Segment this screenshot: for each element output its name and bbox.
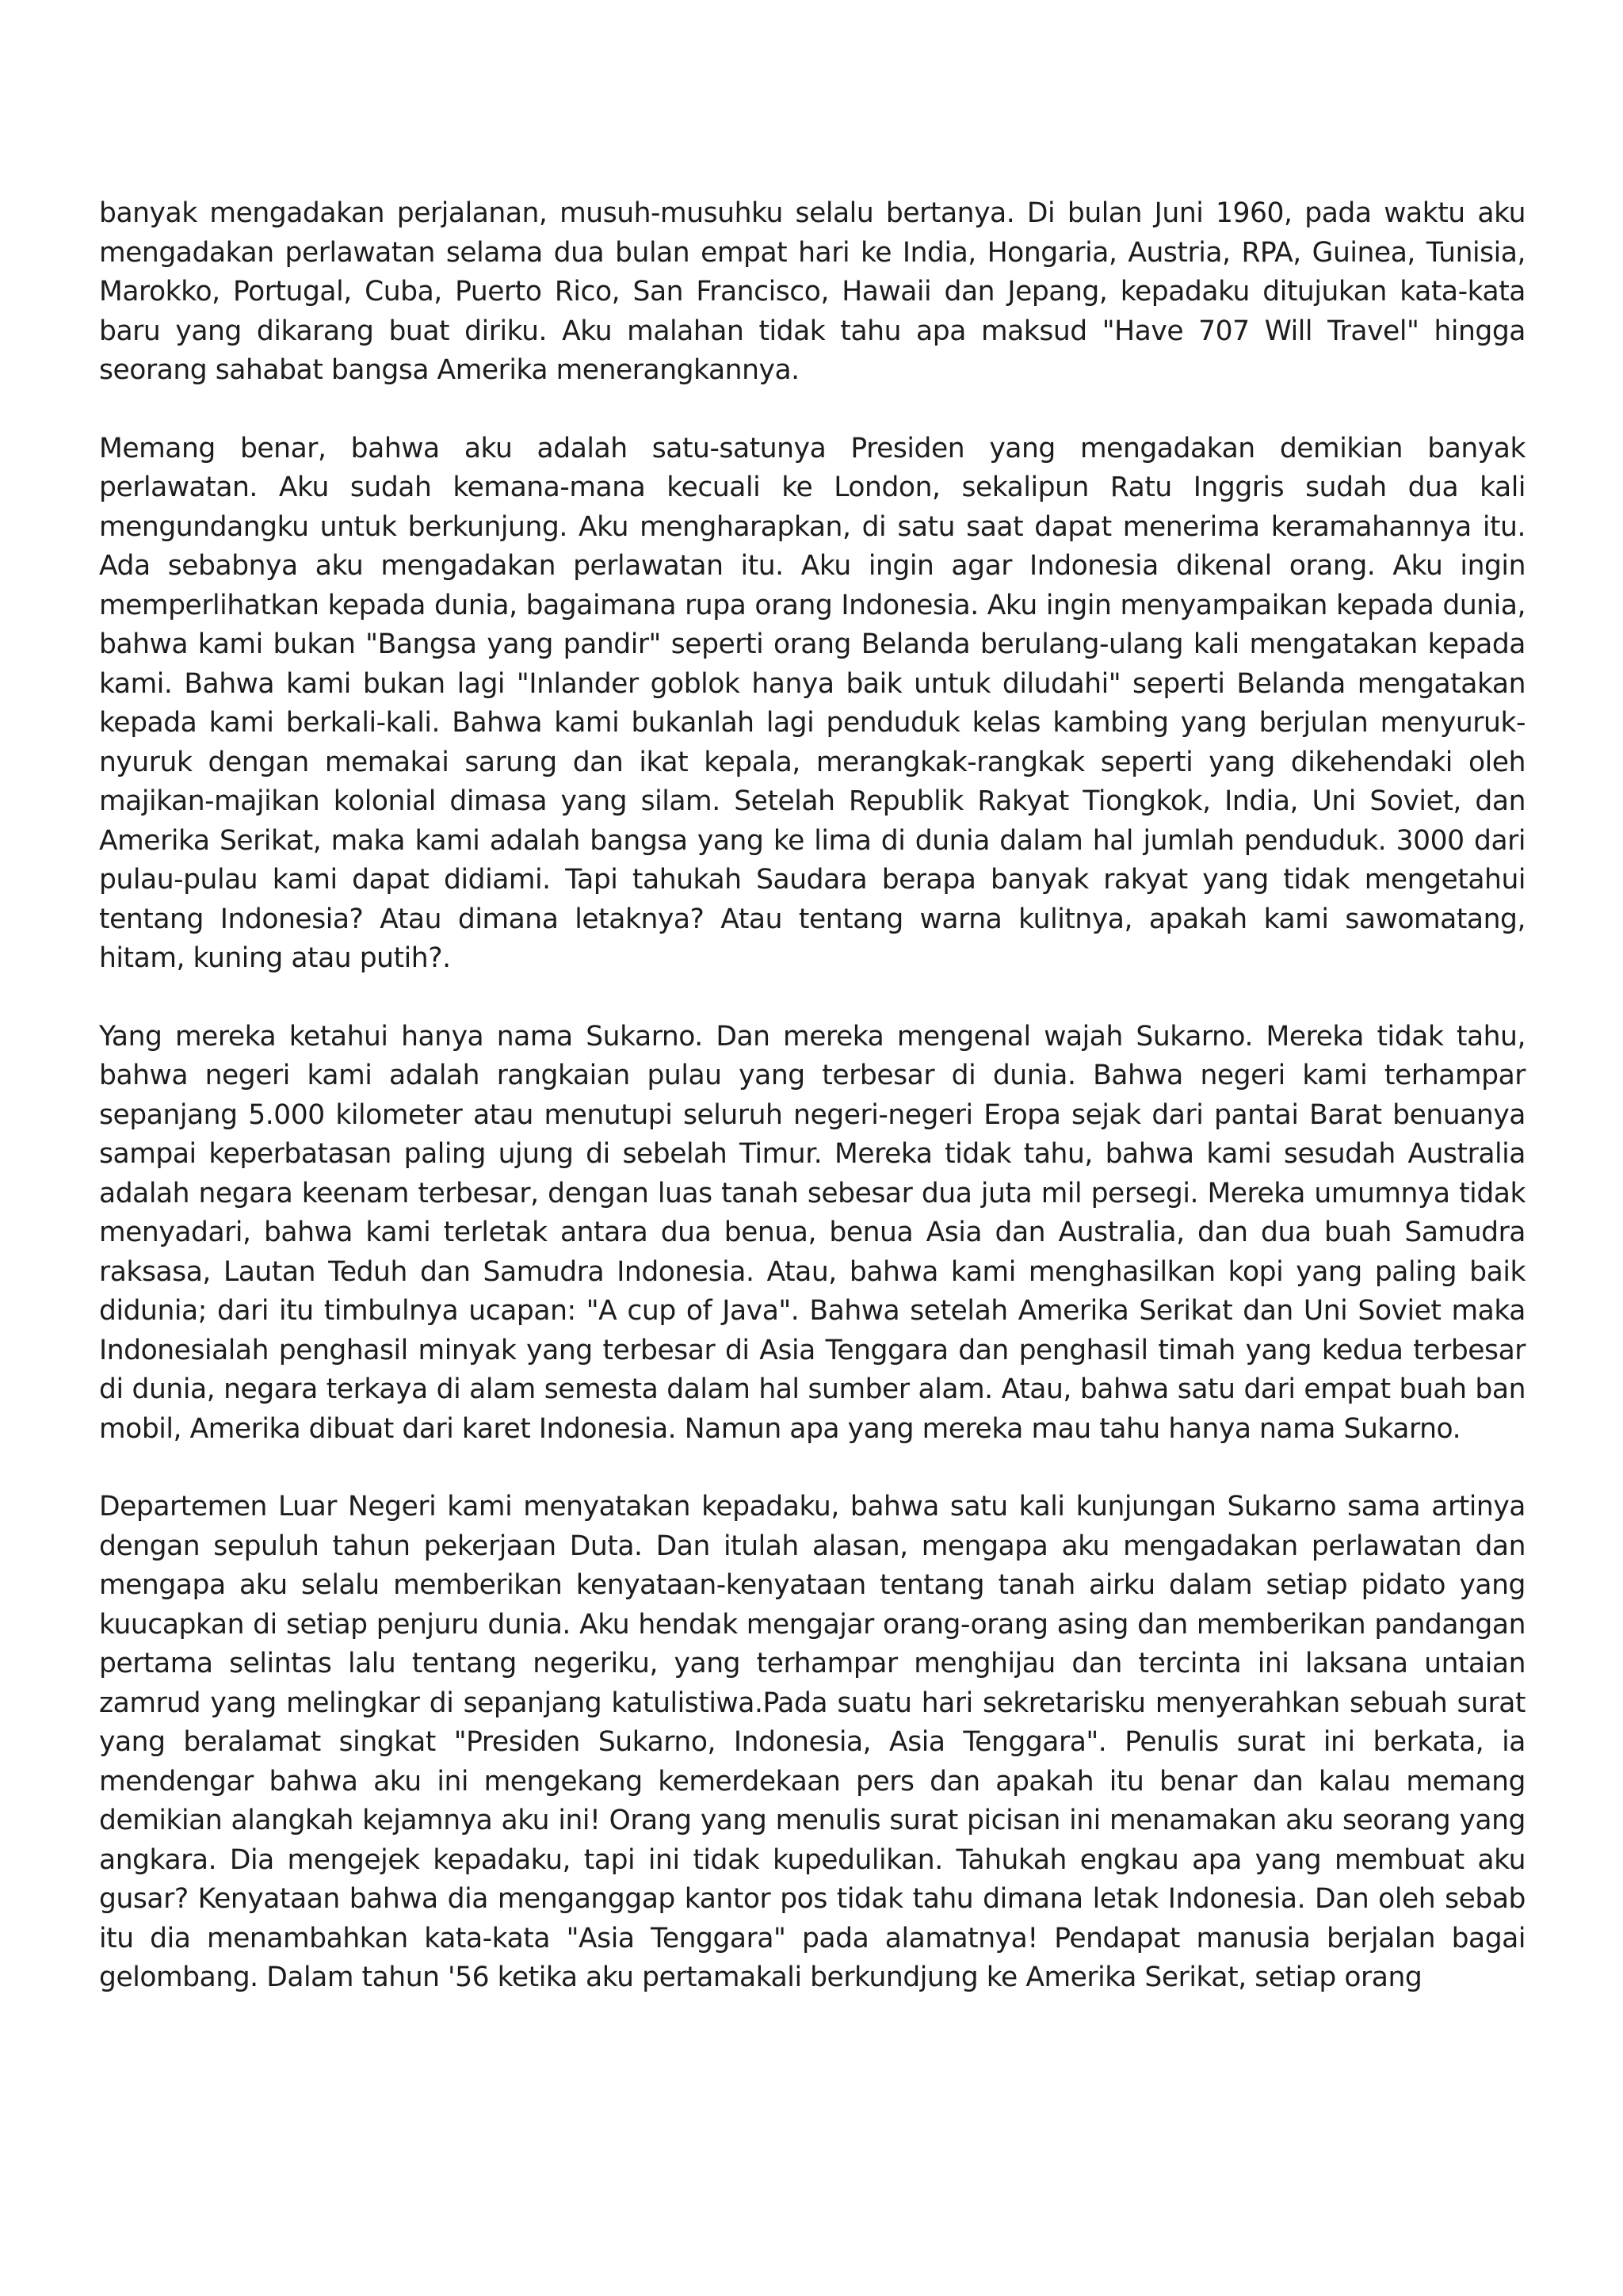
paragraph-3: Yang mereka ketahui hanya nama Sukarno. Dan mereka mengenal wajah Sukarno. Mereka tidak tahu, bahwa negeri kami adalah rangkaian pulau yang terbesar di dunia. Bahwa negeri kami terhampar sepanjang 5.000 kilometer atau menutupi seluruh negeri-negeri Eropa sejak dari pantai Barat benuanya sampai keperbatasan paling ujung di sebelah Timur. Mereka tidak tahu, bahwa kami sesudah Australia adalah negara keenam terbesar, dengan luas tanah sebesar dua juta mil persegi. Mereka umumnya tidak menyadari, bahwa kami terletak antara dua benua, benua Asia dan Australia, dan dua buah Samudra raksasa, Lautan Teduh dan Samudra Indonesia. Atau, bahwa kami menghasilkan kopi yang paling baik didunia; dari itu timbulnya ucapan: "A cup of Java". Bahwa setelah Amerika Serikat dan Uni Soviet maka Indonesialah penghasil minyak yang terbesar di Asia Tenggara dan penghasil timah yang kedua terbesar di dunia, negara terkaya di alam semesta dalam hal sumber alam. Atau, bahwa satu dari empat buah ban mobil, Amerika dibuat dari karet Indonesia. Namun apa yang mereka mau tahu hanya nama Sukarno. <box>99 1020 1526 1445</box>
paragraph-2: Memang benar, bahwa aku adalah satu-satunya Presiden yang mengadakan demikian banyak perlawatan. Aku sudah kemana-mana kecuali ke London, sekalipun Ratu Inggris sudah dua kali mengundangku untuk berkunjung. Aku mengharapkan, di satu saat dapat menerima keramahannya itu. Ada sebabnya aku mengadakan perlawatan itu. Aku ingin agar Indonesia dikenal orang. Aku ingin memperlihatkan kepada dunia, bagaimana rupa orang Indonesia. Aku ingin menyampaikan kepada dunia, bahwa kami bukan "Bangsa yang pandir" seperti orang Belanda berulang-ulang kali mengatakan kepada kami. Bahwa kami bukan lagi "Inlander goblok hanya baik untuk diludahi" seperti Belanda mengatakan kepada kami berkali-kali. Bahwa kami bukanlah lagi penduduk kelas kambing yang berjulan menyuruk-nyuruk dengan memakai sarung dan ikat kepala, merangkak-rangkak seperti yang dikehendaki oleh majikan-majikan kolonial dimasa yang silam. Setelah Republik Rakyat Tiongkok, India, Uni Soviet, dan Amerika Serikat, maka kami adalah bangsa yang ke lima di dunia dalam hal jumlah penduduk. 3000 dari pulau-pulau kami dapat didiami. Tapi tahukah Saudara berapa banyak rakyat yang tidak mengetahui tentang Indonesia? Atau dimana letaknya? Atau tentang warna kulitnya, apakah kami sawomatang, hitam, kuning atau putih?. <box>99 432 1526 974</box>
document-page <box>99 194 1526 2037</box>
paragraph-4: Departemen Luar Negeri kami menyatakan kepadaku, bahwa satu kali kunjungan Sukarno sama artinya dengan sepuluh tahun pekerjaan Duta. Dan itulah alasan, mengapa aku mengadakan perlawatan dan mengapa aku selalu memberikan kenyataan-kenyataan tentang tanah airku dalam setiap pidato yang kuucapkan di setiap penjuru dunia. Aku hendak mengajar orang-orang asing dan memberikan pandangan pertama selintas lalu tentang negeriku, yang terhampar menghijau dan tercinta ini laksana untaian zamrud yang melingkar di sepanjang katulistiwa.Pada suatu hari sekretarisku menyerahkan sebuah surat yang beralamat singkat "Presiden Sukarno, Indonesia, Asia Tenggara". Penulis surat ini berkata, ia mendengar bahwa aku ini mengekang kemerdekaan pers dan apakah itu benar dan kalau memang demikian alangkah kejamnya aku ini! Orang yang menulis surat picisan ini menamakan aku seorang yang angkara. Dia mengejek kepadaku, tapi ini tidak kupedulikan. Tahukah engkau apa yang membuat aku gusar? Kenyataan bahwa dia menganggap kantor pos tidak tahu dimana letak Indonesia. Dan oleh sebab itu dia menambahkan kata-kata "Asia Tenggara" pada alamatnya! Pendapat manusia berjalan bagai gelombang. Dalam tahun '56 ketika aku pertamakali berkundjung ke Amerika Serikat, setiap orang <box>99 1491 1526 1993</box>
paragraph-1: banyak mengadakan perjalanan, musuh-musuhku selalu bertanya. Di bulan Juni 1960, pada waktu aku mengadakan perlawatan selama dua bulan empat hari ke India, Hongaria, Austria, RPA, Guinea, Tunisia, Marokko, Portugal, Cuba, Puerto Rico, San Francisco, Hawaii dan Jepang, kepadaku ditujukan kata-kata baru yang dikarang buat diriku. Aku malahan tidak tahu apa maksud "Have 707 Will Travel" hingga seorang sahabat bangsa Amerika menerangkannya. <box>99 197 1526 386</box>
